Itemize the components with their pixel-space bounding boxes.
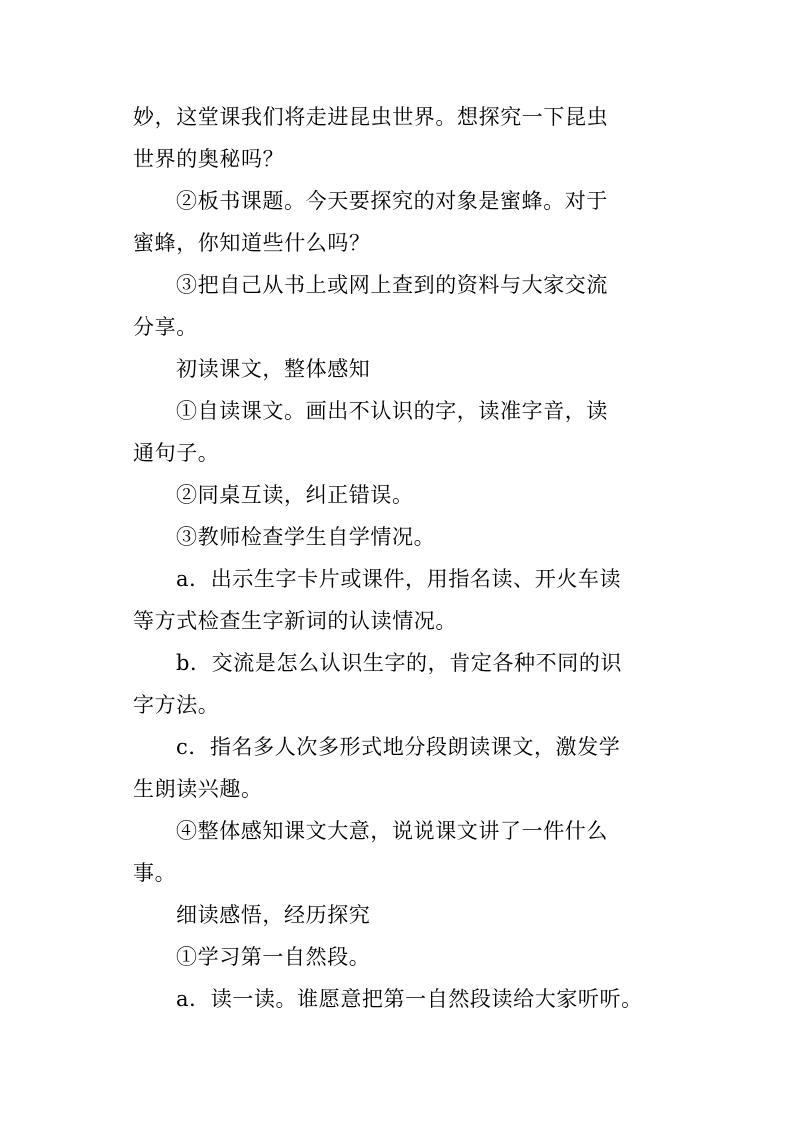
text-line-15: 字方法。 bbox=[133, 693, 220, 717]
document-body bbox=[133, 96, 663, 1020]
text-line-5: ③把自己从书上或网上查到的资料与大家交流 bbox=[176, 273, 608, 297]
text-line-22: a．读一读。谁愿意把第一自然段读给大家听听。 bbox=[176, 987, 643, 1011]
text-line-12: a．出示生字卡片或课件，用指名读、开火车读 bbox=[176, 567, 622, 591]
text-line-18: ④整体感知课文大意，说说课文讲了一件什么 bbox=[176, 819, 608, 843]
text-line-10: ②同桌互读，纠正错误。 bbox=[176, 483, 414, 507]
section-heading-first-reading: 初读课文，整体感知 bbox=[176, 357, 371, 381]
text-line-14: b．交流是怎么认识生字的，肯定各种不同的识 bbox=[176, 651, 623, 675]
text-line-2: 世界的奥秘吗？ bbox=[133, 147, 285, 171]
text-line-6: 分享。 bbox=[133, 315, 198, 339]
section-heading-close-reading: 细读感悟，经历探究 bbox=[176, 903, 371, 927]
text-line-17: 生朗读兴趣。 bbox=[133, 777, 263, 801]
text-line-16: c．指名多人次多形式地分段朗读课文，激发学 bbox=[176, 735, 621, 759]
text-line-3: ②板书课题。今天要探究的对象是蜜蜂。对于 bbox=[176, 189, 608, 213]
text-line-1: 妙，这堂课我们将走进昆虫世界。想探究一下昆虫 bbox=[133, 105, 609, 129]
text-line-21: ①学习第一自然段。 bbox=[176, 945, 371, 969]
text-line-19: 事。 bbox=[133, 861, 177, 885]
text-line-8: ①自读课文。画出不认识的字，读准字音，读 bbox=[176, 399, 608, 423]
text-line-9: 通句子。 bbox=[133, 441, 220, 465]
text-line-13: 等方式检查生字新词的认读情况。 bbox=[133, 609, 457, 633]
text-line-11: ③教师检查学生自学情况。 bbox=[176, 525, 436, 549]
text-line-4: 蜜蜂，你知道些什么吗？ bbox=[133, 231, 371, 255]
